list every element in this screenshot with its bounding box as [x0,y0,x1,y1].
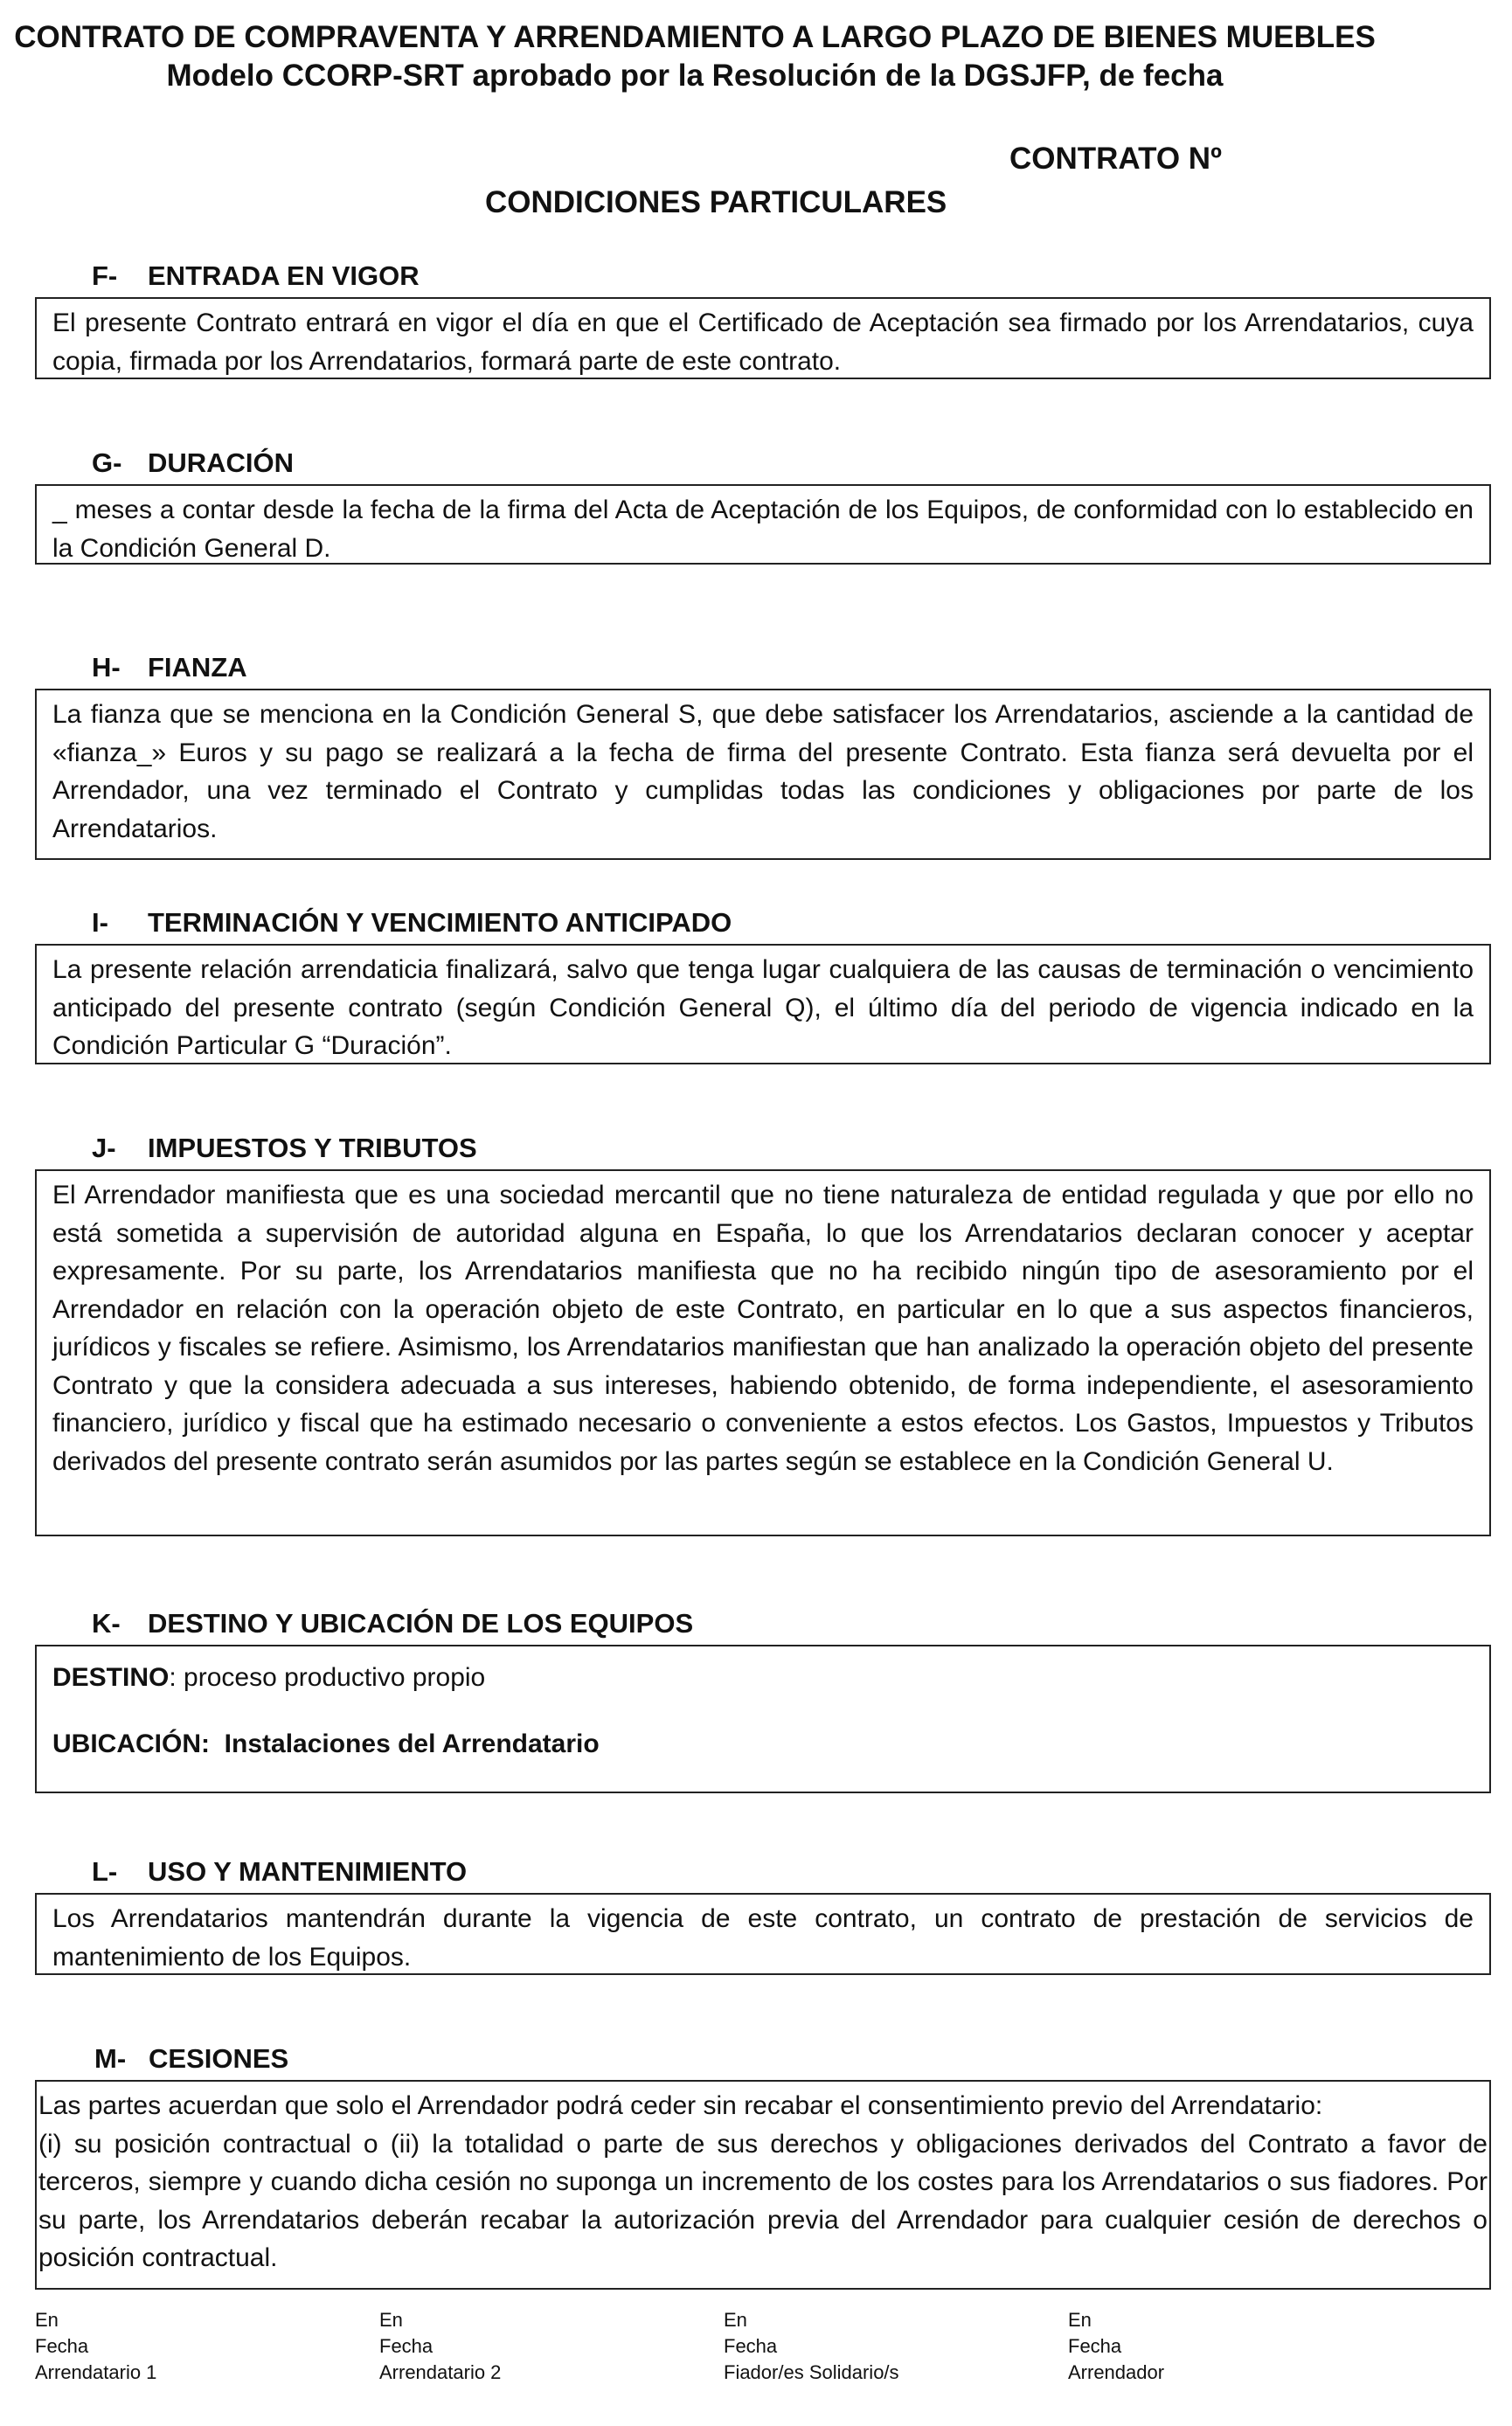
place-label: En [724,2309,747,2331]
signature-col-fiador [724,2307,1038,2386]
section-title: USO Y MANTENIMIENTO [148,1856,468,1887]
section-i-heading [35,905,1491,944]
section-l-heading [35,1854,1491,1893]
section-i [35,905,1491,1064]
section-title: TERMINACIÓN Y VENCIMIENTO ANTICIPADO [148,907,732,938]
section-g-box [35,484,1491,565]
section-m-text: (i) su posición contractual o (ii) la totalidad o parte de sus derechos y obligaciones derivados del Contrato a favor de terceros, siempre y cuando dicha cesión no suponga un incremento de los costes para los Arrendatarios o sus fiadores. Por su parte, los Arrendatarios deberán recabar la autorización previa del Arrendador para cualquier cesión de derechos o posición contractual. [38,2129,1488,2272]
document-subtitle: Modelo CCORP-SRT aprobado por la Resolución de la DGSJFP, de fecha [166,59,1224,93]
document-title: CONTRATO DE COMPRAVENTA Y ARRENDAMIENTO A LARGO PLAZO DE BIENES MUEBLES [14,20,1376,54]
contract-number-label: CONTRATO Nº [1009,142,1222,176]
section-letter: L- [92,1856,118,1887]
destino-value: : proceso productivo propio [169,1663,486,1692]
date-label: Fecha [1068,2335,1122,2357]
section-title: ENTRADA EN VIGOR [148,260,420,291]
section-m-line1: Las partes acuerdan que solo el Arrendador podrá ceder sin recabar el consentimiento previo del Arrendatario: [38,2091,1323,2120]
section-g [35,446,1491,565]
section-i-box [35,944,1491,1064]
party-label: Arrendatario 1 [35,2361,157,2383]
section-k-heading [35,1606,1491,1645]
section-m-heading [35,2041,1491,2080]
section-letter: K- [92,1608,121,1639]
section-letter: J- [92,1133,116,1163]
section-m [35,2041,1491,2290]
section-k-box [35,1645,1491,1793]
section-title: DURACIÓN [148,447,295,478]
section-g-text: _ meses a contar desde la fecha de la firma del Acta de Aceptación de los Equipos, de conformidad con lo establecido en la Condición General D. [52,496,1474,563]
section-h-text: La fianza que se menciona en la Condición General S, que debe satisfacer los Arrendatarios, asciende a la cantidad de «fianza_» Euros y su pago se realizará a la fecha de firma del presente Contrato. Esta fianza será devuelta por el Arrendador, una vez terminado el Contrato y cumplidas todas las condiciones y obligaciones por parte de los Arrendatarios. [52,700,1474,843]
section-title: FIANZA [148,652,247,683]
section-f-box [35,297,1491,379]
section-letter: I- [92,907,108,938]
date-label: Fecha [379,2335,433,2357]
section-title: CESIONES [149,2043,289,2074]
section-letter: M- [94,2043,127,2074]
ubicacion-label: UBICACIÓN: [52,1729,210,1758]
section-m-box [35,2080,1491,2290]
signature-col-arrendatario-1 [35,2307,350,2386]
date-label: Fecha [724,2335,778,2357]
party-label: Arrendador [1068,2361,1165,2383]
section-i-text: La presente relación arrendaticia finalizará, salvo que tenga lugar cualquiera de las causas de terminación o vencimiento anticipado del presente contrato (según Condición General Q), el último día del periodo de vigencia indicado en la Condición Particular G “Duración”. [52,955,1474,1060]
section-j-box [35,1169,1491,1536]
signature-col-arrendatario-2 [379,2307,694,2386]
section-g-heading [35,446,1491,484]
section-l-text: Los Arrendatarios mantendrán durante la vigencia de este contrato, un contrato de prestación de servicios de mantenimiento de los Equipos. [52,1904,1474,1972]
section-l [35,1854,1491,1975]
date-label: Fecha [35,2335,89,2357]
section-heading: CONDICIONES PARTICULARES [485,185,947,219]
section-letter: F- [92,260,118,291]
section-letter: H- [92,652,121,683]
section-title: DESTINO Y UBICACIÓN DE LOS EQUIPOS [148,1608,694,1639]
section-j-text: El Arrendador manifiesta que es una sociedad mercantil que no tiene naturaleza de entidad regulada y que por ello no está sometida a supervisión de autoridad alguna en España, lo que los Arrendatarios declaran conocer y aceptar expresamente. Por su parte, los Arrendatarios manifiesta que no ha recibido ningún tipo de asesoramiento por el Arrendador en relación con la operación objeto de este Contrato, en particular en lo que a sus aspectos financieros, jurídicos y fiscales se refiere. Asimismo, los Arrendatarios manifiestan que han analizado la operación objeto del presente Contrato y que la considera adecuada a sus intereses, habiendo obtenido, de forma independiente, el asesoramiento financiero, jurídico y fiscal que ha estimado necesario o conveniente a estos efectos. Los Gastos, Impuestos y Tributos derivados del presente contrato serán asumidos por las partes según se establece en la Condición General U. [52,1181,1474,1476]
destino-line [52,1659,1474,1697]
section-h [35,650,1491,860]
ubicacion-value: Instalaciones del Arrendatario [224,1729,600,1758]
section-h-heading [35,650,1491,689]
section-f-text: El presente Contrato entrará en vigor el día en que el Certificado de Aceptación sea firmado por los Arrendatarios, cuya copia, firmada por los Arrendatarios, formará parte de este contrato. [52,308,1474,376]
section-letter: G- [92,447,122,478]
section-k [35,1606,1491,1793]
destino-label: DESTINO [52,1663,170,1692]
section-title: IMPUESTOS Y TRIBUTOS [148,1133,477,1163]
place-label: En [1068,2309,1092,2331]
place-label: En [379,2309,403,2331]
place-label: En [35,2309,59,2331]
section-j-heading [35,1131,1491,1169]
signature-col-arrendador [1068,2307,1383,2386]
section-f [35,259,1491,379]
section-l-box [35,1893,1491,1975]
section-f-heading [35,259,1491,297]
section-h-box [35,689,1491,860]
section-j [35,1131,1491,1536]
party-label: Arrendatario 2 [379,2361,502,2383]
ubicacion-line [52,1725,1474,1764]
party-label: Fiador/es Solidario/s [724,2361,899,2383]
